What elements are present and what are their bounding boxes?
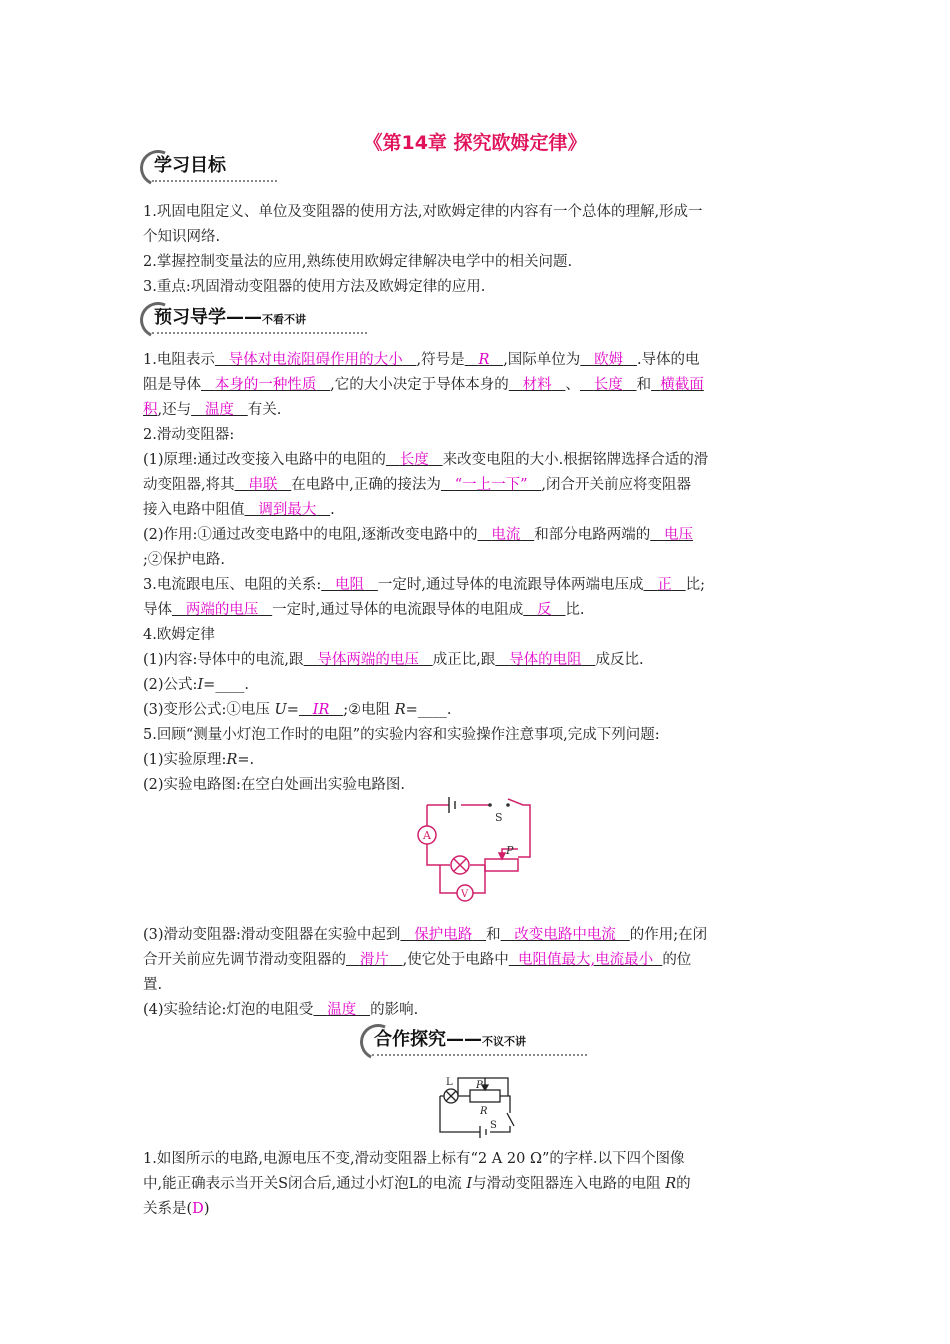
question-line: 2.滑动变阻器: — [143, 427, 235, 443]
question-line: ;②保护电路. — [143, 552, 225, 568]
answer-blank: 滑片 — [359, 952, 389, 968]
ammeter-label: A — [423, 829, 431, 842]
question-line: (2)公式:I=____. — [143, 677, 249, 693]
switch-label: S — [495, 811, 503, 824]
voltmeter-label: V — [461, 889, 469, 900]
question-line: 积,还与 温度 有关. — [143, 402, 282, 418]
rheostat-label: P — [506, 844, 514, 857]
answer-blank: 导体对电流阻碍作用的大小 — [228, 352, 403, 368]
question-line: 导体 两端的电压 一定时,通过导体的电流跟导体的电阻成 反 比. — [143, 602, 585, 618]
answer-blank: 导体两端的电压 — [317, 652, 419, 668]
question-line: 动变阻器,将其 串联 在电路中,正确的接法为 “一上一下” ,闭合开关前应将变阻器 — [143, 477, 691, 493]
answer-blank: 保护电路 — [414, 927, 473, 943]
question-line: 中,能正确表示当开关S闭合后,通过小灯泡L的电流 I与滑动变阻器连入电路的电阻 R的 — [143, 1176, 691, 1192]
question-line: (2)实验电路图:在空白处画出实验电路图. — [143, 777, 406, 793]
answer-blank: 正 — [657, 577, 672, 593]
goals-list — [143, 200, 808, 300]
answer-blank: “一上一下” — [454, 477, 528, 493]
answer-blank: 本身的一种性质 — [214, 377, 317, 393]
answer-blank: 改变电路中电流 — [514, 927, 616, 943]
goal-item: 3.重点:巩固滑动变阻器的使用方法及欧姆定律的应用. — [143, 279, 486, 295]
answer-blank: 长度 — [593, 377, 623, 393]
section-banner-preview: 预习导学——不看不讲 — [140, 300, 370, 334]
answer-choice: D — [192, 1201, 204, 1217]
question-line: 4.欧姆定律 — [143, 627, 215, 643]
resistor-label: R — [480, 1106, 488, 1117]
question-line: 关系是(D) — [143, 1201, 210, 1217]
question-line: 1.如图所示的电路,电源电压不变,滑动变阻器上标有“2 A 20 Ω”的字样.以下四个图像 — [143, 1151, 685, 1167]
answer-blank: 欧姆 — [594, 352, 624, 368]
answer-blank: 材料 — [522, 377, 552, 393]
page-title: 《第14章 探究欧姆定律》 — [363, 132, 587, 154]
lamp-label: L — [446, 1077, 453, 1088]
question-line: (4)实验结论:灯泡的电阻受 温度 的影响. — [143, 1002, 419, 1018]
question-line: 1.电阻表示 导体对电流阻碍作用的大小 ,符号是 R ,国际单位为 欧姆 .导体的电 — [143, 352, 700, 368]
switch-label: S — [490, 1120, 497, 1131]
answer-blank: 横截面 — [660, 377, 704, 393]
answer-blank: IR — [312, 702, 330, 718]
question-line: (1)原理:通过改变接入电路中的电阻的 长度 来改变电阻的大小.根据铭牌选择合适的滑 — [143, 452, 709, 468]
preview-section — [143, 348, 808, 798]
experiment-circuit-diagram — [405, 793, 540, 903]
question-line: 5.回顾“测量小灯泡工作时的电阻”的实验内容和实验操作注意事项,完成下列问题: — [143, 727, 660, 743]
answer-blank: 两端的电压 — [185, 602, 259, 618]
answer-blank: 温度 — [327, 1002, 357, 1018]
section-banner-coop: 合作探究——不议不讲 — [360, 1022, 590, 1056]
question-line: (1)内容:导体中的电流,跟 导体两端的电压 成正比,跟 导体的电阻 成反比. — [143, 652, 644, 668]
preview-section-cont — [143, 923, 808, 1023]
answer-blank: 电压 — [664, 527, 694, 543]
question-line: 合开关前应先调节滑动变阻器的 滑片 ,使它处于电路中 电阻值最大,电流最小 的位 — [143, 952, 692, 968]
answer-blank: 电阻 — [335, 577, 365, 593]
answer-blank: 反 — [537, 602, 552, 618]
answer-blank: 长度 — [399, 452, 429, 468]
question-line: (2)作用:①通过改变电路中的电阻,逐渐改变电路中的 电流 和部分电路两端的 电压 — [143, 527, 694, 543]
question-line: (1)实验原理:R=. — [143, 752, 255, 768]
question-line: (3)变形公式:①电压 U= IR ;②电阻 R=____. — [143, 702, 452, 718]
question-line: 3.电流跟电压、电阻的关系: 电阻 一定时,通过导体的电流跟导体两端电压成 正 比; — [143, 577, 706, 593]
question-line: 阻是导体 本身的一种性质 ,它的大小决定于导体本身的 材料 、 长度 和 横截面 — [143, 377, 704, 393]
answer-blank: 积 — [143, 402, 158, 418]
question-line: (3)滑动变阻器:滑动变阻器在实验中起到 保护电路 和 改变电路中电流 的作用;在闭 — [143, 927, 708, 943]
goal-item: 个知识网络. — [143, 229, 221, 245]
question-circuit-diagram — [430, 1068, 522, 1140]
answer-blank: 串联 — [248, 477, 278, 493]
goal-item: 2.掌握控制变量法的应用,熟练使用欧姆定律解决电学中的相关问题. — [143, 254, 573, 270]
section-banner-goals: 学习目标 — [140, 148, 280, 182]
coop-question — [143, 1147, 808, 1222]
answer-blank: 电流 — [491, 527, 521, 543]
answer-blank: 导体的电阻 — [509, 652, 582, 668]
answer-blank: 调到最大 — [258, 502, 317, 518]
answer-blank: 电阻值最大,电流最小 — [517, 952, 654, 968]
answer-blank: 温度 — [204, 402, 234, 418]
answer-blank: R — [478, 352, 490, 368]
question-line: 置. — [143, 977, 163, 993]
goal-item: 1.巩固电阻定义、单位及变阻器的使用方法,对欧姆定律的内容有一个总体的理解,形成一 — [143, 204, 703, 220]
slider-label: P — [476, 1080, 483, 1091]
question-line: 接入电路中阻值 调到最大 . — [143, 502, 335, 518]
